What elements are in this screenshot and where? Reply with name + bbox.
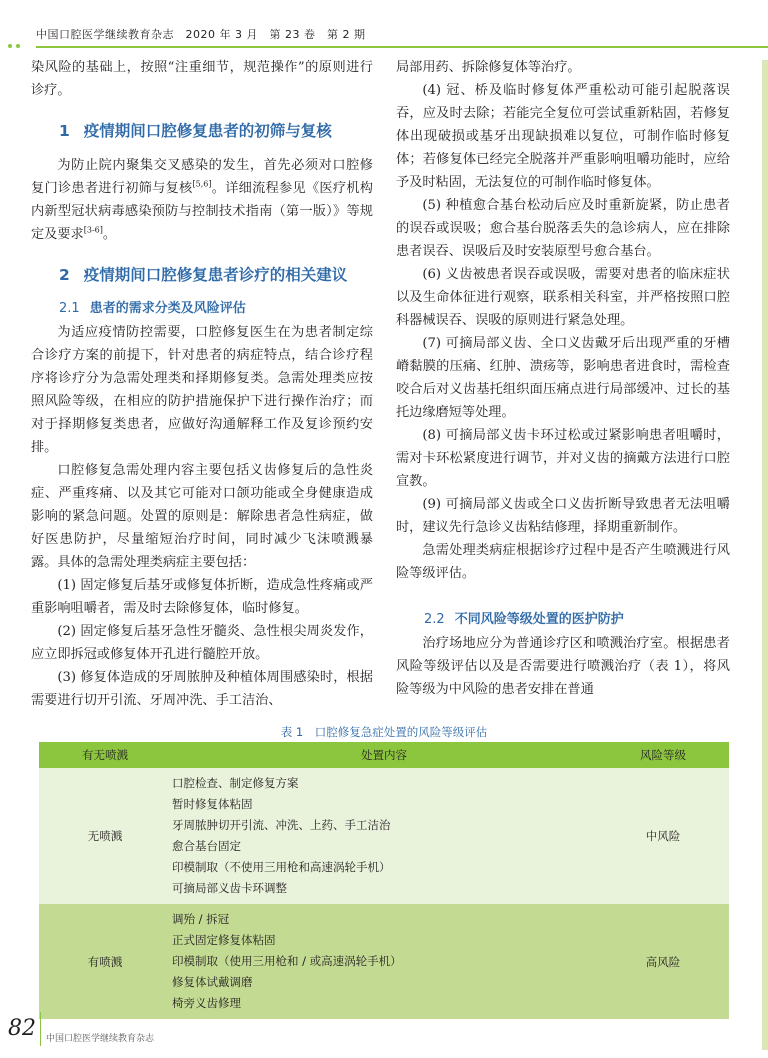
table-row bbox=[39, 904, 729, 1019]
section-2-1-title: 患者的需求分类及风险评估 bbox=[89, 301, 246, 316]
paragraph: 急需处理类病症根据诊疗过程中是否产生喷溅进行风险等级评估。 bbox=[396, 543, 730, 581]
risk-table-block bbox=[39, 722, 729, 1019]
intro-text: 染风险的基础上，按照“注重细节，规范操作”的原则进行诊疗。 bbox=[31, 60, 373, 98]
paragraph: 治疗场地应分为普通诊疗区和喷溅治疗室。根据患者风险等级评估以及是否需要进行喷溅治疗（表 1），将风险等级为中风险的患者安排在普通 bbox=[396, 636, 730, 697]
list-item: (2) 固定修复后基牙急性牙髓炎、急性根尖周炎发作，应立即拆冠或修复体开孔进行髓腔开放。 bbox=[31, 624, 373, 662]
page-header bbox=[0, 0, 768, 52]
citation: [5,6] bbox=[192, 179, 212, 189]
list-item: (4) 冠、桥及临时修复体严重松动可能引起脱落误吞，应及时去除；若能完全复位可尝试重新粘固，若修复体出现破损或基牙出现缺损难以复位，可制作临时修复体；若修复体已经完全脱落并严重影响咀嚼功能时，应给予及时粘固，无法复位的可制作临时修复体。 bbox=[396, 83, 730, 190]
list-item: (1) 固定修复后基牙或修复体折断，造成急性疼痛或严重影响咀嚼者，需及时去除修复体，临时修复。 bbox=[31, 578, 373, 616]
journal-issue-title: 中国口腔医学继续教育杂志 2020 年 3 月 第 23 卷 第 2 期 bbox=[36, 28, 366, 41]
list-item-continuation: 局部用药、拆除修复体等治疗。 bbox=[396, 60, 581, 75]
procedure-item: 椅旁义齿修理 bbox=[172, 996, 241, 1010]
list-item: (6) 义齿被患者误吞或误吸，需要对患者的临床症状以及生命体征进行观察，联系相关科室，并严格按照口腔科器械误吞、误吸的原则进行紧急处理。 bbox=[396, 267, 730, 328]
section-1-heading bbox=[31, 118, 373, 144]
header-dots-decoration bbox=[8, 33, 28, 39]
list-item: (7) 可摘局部义齿、全口义齿戴牙后出现严重的牙槽嵴黏膜的压痛、红肿、溃疡等，影响患者进食时，需检查咬合后对义齿基托组织面压痛点进行局部缓冲、过长的基托边缘磨短等处理。 bbox=[396, 336, 730, 420]
section-1-number: 1 bbox=[59, 122, 70, 140]
procedure-item: 口腔检查、制定修复方案 bbox=[172, 776, 299, 790]
content-cell bbox=[171, 768, 597, 904]
header-rule bbox=[36, 46, 768, 48]
list-item: (8) 可摘局部义齿卡环过松或过紧影响患者咀嚼时，需对卡环松紧度进行调节，并对义齿的摘戴方法进行口腔宣教。 bbox=[396, 428, 730, 489]
section-2-number: 2 bbox=[59, 266, 70, 284]
risk-cell: 中风险 bbox=[597, 768, 729, 904]
procedure-item: 正式固定修复体粘固 bbox=[172, 933, 276, 947]
section-2-2-heading bbox=[396, 609, 730, 631]
procedure-item: 愈合基台固定 bbox=[172, 839, 241, 853]
page-number: 82 bbox=[8, 1016, 36, 1041]
content-cell bbox=[171, 904, 597, 1019]
section-1-title: 疫情期间口腔修复患者的初筛与复核 bbox=[83, 122, 332, 140]
column-header-splash: 有无喷溅 bbox=[39, 742, 171, 768]
procedure-item: 修复体试戴调磨 bbox=[172, 975, 253, 989]
table-header-row bbox=[39, 742, 729, 768]
procedure-item: 牙周脓肿切开引流、冲洗、上药、手工洁治 bbox=[172, 818, 391, 832]
section-1-paragraph: 为防止院内聚集交叉感染的发生，首先必须对口腔修复门诊患者进行初筛与复核[5,6]。详细流程参见《医疗机构内新型冠状病毒感染预防与控制技术指南（第一版）》等规定及要求[3-6]。 bbox=[31, 158, 373, 242]
procedure-item: 印模制取（不使用三用枪和高速涡轮手机） bbox=[172, 860, 391, 874]
list-item: (9) 可摘局部义齿或全口义齿折断导致患者无法咀嚼时，建议先行急诊义齿粘结修理，择期重新制作。 bbox=[396, 497, 730, 535]
section-2-1-number: 2.1 bbox=[59, 301, 80, 316]
column-header-content: 处置内容 bbox=[171, 742, 597, 768]
left-column bbox=[31, 56, 373, 712]
list-item: (3) 修复体造成的牙周脓肿及种植体周围感染时，根据需要进行切开引流、牙周冲洗、手工洁治、 bbox=[31, 670, 373, 708]
table-caption: 表 1 口腔修复急症处置的风险等级评估 bbox=[280, 725, 488, 739]
procedure-item: 调殆 / 拆冠 bbox=[172, 912, 230, 926]
footer-divider bbox=[40, 1012, 41, 1046]
right-column bbox=[396, 56, 730, 701]
splash-cell: 无喷溅 bbox=[39, 768, 171, 904]
risk-cell: 高风险 bbox=[597, 904, 729, 1019]
splash-cell: 有喷溅 bbox=[39, 904, 171, 1019]
column-header-risk: 风险等级 bbox=[597, 742, 729, 768]
risk-assessment-table bbox=[39, 742, 729, 1019]
paragraph: 口腔修复急需处理内容主要包括义齿修复后的急性炎症、严重疼痛、以及其它可能对口颌功能或全身健康造成影响的紧急问题。处置的原则是：解除患者急性病症，做好医患防护，尽量缩短治疗时间，同时减少飞沫喷溅暴露。具体的急需处理类病症主要包括： bbox=[31, 463, 373, 570]
section-2-heading bbox=[31, 262, 373, 288]
footer-journal-name: 中国口腔医学继续教育杂志 bbox=[46, 1034, 155, 1044]
section-2-1-heading bbox=[31, 298, 373, 320]
procedure-item: 印模制取（使用三用枪和 / 或高速涡轮手机） bbox=[172, 954, 402, 968]
section-2-2-title: 不同风险等级处置的医护防护 bbox=[454, 612, 624, 627]
procedure-item: 暂时修复体粘固 bbox=[172, 797, 253, 811]
procedure-item: 可摘局部义齿卡环调整 bbox=[172, 881, 287, 895]
citation: [3-6] bbox=[83, 225, 103, 235]
side-decoration-strip bbox=[762, 60, 768, 1050]
table-row bbox=[39, 768, 729, 904]
page-footer bbox=[0, 1010, 768, 1058]
paragraph: 为适应疫情防控需要，口腔修复医生在为患者制定综合诊疗方案的前提下，针对患者的病症特点，结合诊疗程序将诊疗分为急需处理类和择期修复类。急需处理类应按照风险等级，在相应的防护措施保护下进行操作治疗；而对于择期修复类患者，应做好沟通解释工作及复诊预约安排。 bbox=[31, 325, 373, 455]
list-item: (5) 种植愈合基台松动后应及时重新旋紧，防止患者的误吞或误吸；愈合基台脱落丢失的急诊病人，应在排除患者误吞、误吸后及时安装原型号愈合基台。 bbox=[396, 198, 730, 259]
section-2-2-number: 2.2 bbox=[424, 612, 445, 627]
section-2-title: 疫情期间口腔修复患者诊疗的相关建议 bbox=[83, 266, 348, 284]
